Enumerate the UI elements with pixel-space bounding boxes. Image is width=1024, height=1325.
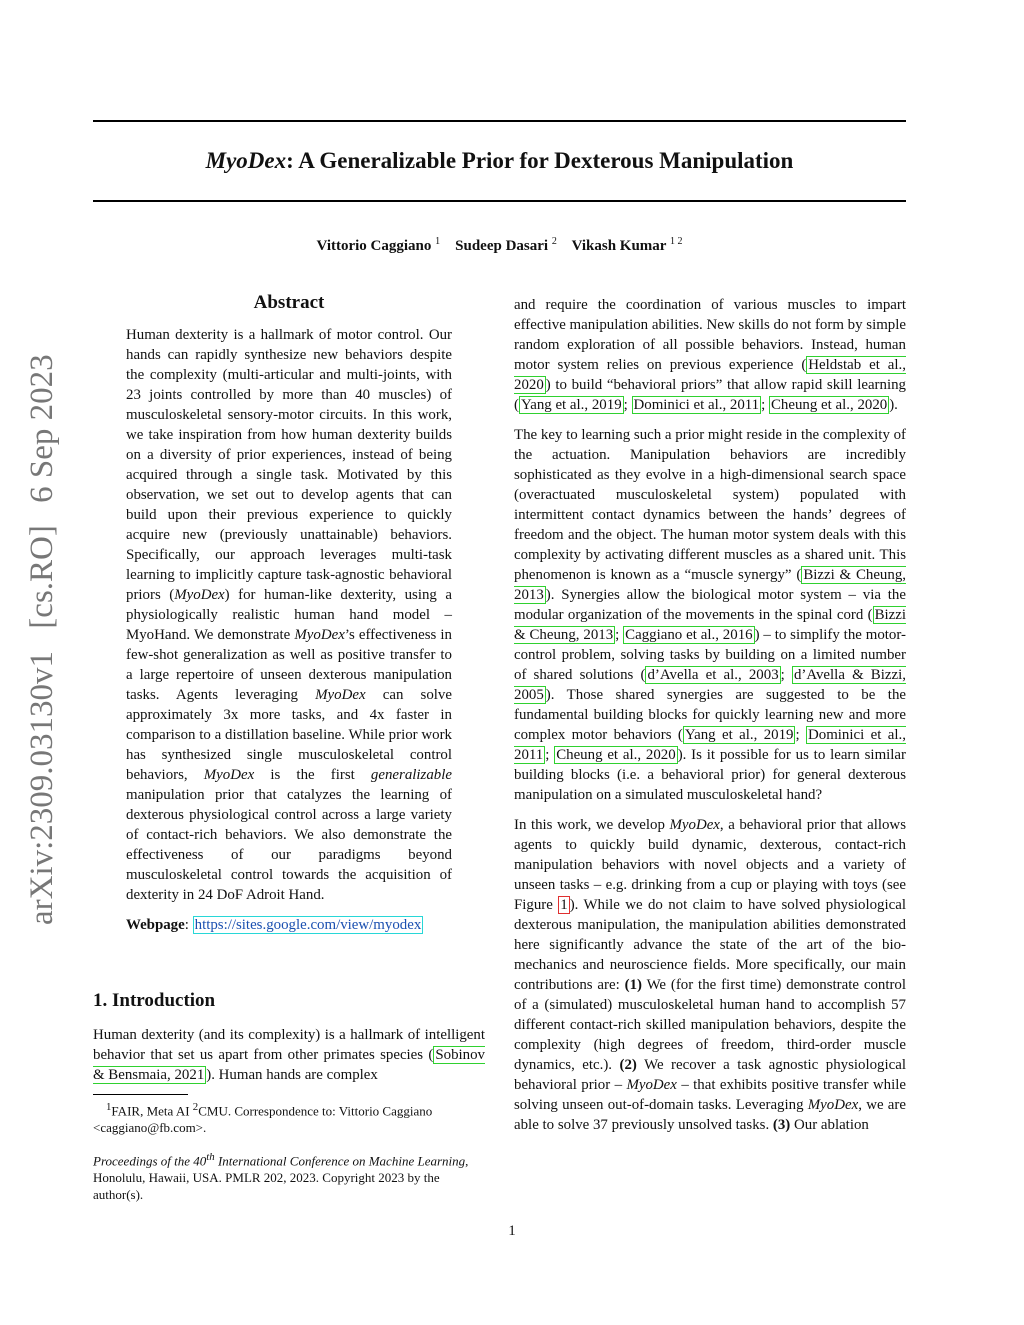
- footnote-text: , Honolulu, Hawaii, USA. PMLR 202, 2023. Copyright 2023 by the author(s).: [93, 1153, 469, 1203]
- citation-link[interactable]: Bizzi & Cheung, 2013: [514, 607, 906, 643]
- title-rest: : A Generalizable Prior for Dexterous Manipulation: [286, 148, 794, 173]
- citation-link[interactable]: Yang et al., 2019: [520, 397, 622, 413]
- citation-link[interactable]: Dominici et al., 2011: [633, 397, 760, 413]
- author-list: [93, 236, 906, 255]
- citation-link[interactable]: d’Avella et al., 2003: [647, 667, 779, 683]
- webpage-label: Webpage: [126, 917, 185, 933]
- citation-link[interactable]: Sobinov & Bensmaia, 2021: [93, 1047, 485, 1083]
- abstract-text: manipulation prior that catalyzes the learning of dexterous physiological control across a large variety of contact-rich behaviors. We also demonstrate the effectiveness of our paradigms beyond musculoskeletal control towards the acquisition of dexterity in 24 DoF Adroit Hand.: [126, 787, 452, 903]
- author-affiliation: 1: [435, 236, 441, 247]
- page-number: 1: [508, 1223, 516, 1239]
- generalizable-term: generalizable: [370, 767, 452, 783]
- abstract-body: [126, 325, 452, 945]
- figure-link[interactable]: 1: [560, 897, 568, 913]
- abstract-text: ) for human-like dexterity, using a physiologically realistic human hand model – MyoHand. We demonstrate: [126, 587, 453, 643]
- abstract-text: is the first: [254, 767, 371, 783]
- paragraph: The key to learning such a prior might reside in the complexity of the actuation. Manipulation behaviors are incredibly sophisticated as they evolve in a high-dimensional search space (overactuated musculoskeletal system) populated with intermittent contact dynamics between the hands’ degrees of freedom and the object. The human motor system deals with this complexity by activating different muscles as a shared unit. This phenomenon is known as a “muscle synergy” ( Bizzi & Cheung, 2013 ). Synergies allow the biological motor system – via the modular organization of the movements in the spinal cord ( Bizzi & Cheung, 2013 ; Caggiano et al., 2016 ) – to simplify the motor-control problem, solving tasks by building on a limited number of shared solutions ( d’Avella et al., 2003 ; d’Avella & Bizzi, 2005 ). Those shared synergies are suggested to be the fundamental building blocks for quickly learning new and more complex motor behaviors ( Yang et al., 2019 ; Dominici et al., 2011 ; Cheung et al., 2020 ). Is it possible for us to learn similar building blocks (i.e. a behavioral prior) for general dexterous manipulation on a simulated musculoskeletal hand?: [514, 427, 907, 803]
- footnote-text: International Conference on Machine Learning: [214, 1153, 466, 1169]
- webpage-line: Webpage: https://sites.google.com/view/myodex: [126, 917, 422, 933]
- citation-link[interactable]: Caggiano et al., 2016: [625, 627, 753, 643]
- title-myodex: MyoDex: [205, 148, 287, 173]
- intro-heading: 1. Introduction: [93, 990, 216, 1011]
- abstract-paragraph: [126, 325, 452, 905]
- affiliation-footnote: $^1$FAIR, Meta AI $^2$CMU. Correspondence to: Vittorio Caggiano <caggiano@fb.com>.: [93, 1101, 433, 1136]
- citation-link[interactable]: Yang et al., 2019: [684, 727, 794, 743]
- abstract-text: ’s effectiveness in few-shot generalization as well as positive transfer to a large repertoire of unseen dexterous manipulation tasks. Agents leveraging: [126, 627, 452, 703]
- paper-title: [93, 146, 906, 176]
- citation-link[interactable]: Heldstab et al., 2020: [514, 357, 907, 393]
- citation-link[interactable]: Cheung et al., 2020: [771, 397, 888, 413]
- intro-paragraph: [93, 1025, 485, 1085]
- footnote-text: th: [206, 1151, 215, 1163]
- right-column: [514, 295, 906, 1145]
- arxiv-category: [cs.RO]: [24, 525, 60, 629]
- proceedings-footnote: [93, 1149, 485, 1203]
- arxiv-id: arXiv:2309.03130v1: [24, 650, 60, 925]
- webpage-link[interactable]: https://sites.google.com/view/myodex: [194, 917, 422, 933]
- myodex-term: MyoDex: [669, 817, 720, 833]
- intro-text: Human dexterity (and its complexity) is a hallmark of intelligent behavior that set us apart from other primates species (: [93, 1027, 485, 1063]
- title-rule-top: [93, 120, 906, 122]
- myodex-term: MyoDex: [174, 587, 225, 603]
- paragraph: and require the coordination of various muscles to impart effective manipulation abilities. New skills do not form by simple random exploration of all possible behaviors. Instead, human motor system relies on previous experience ( Heldstab et al., 2020 ) to build “behavioral priors” that allow rapid skill learning ( Yang et al., 2019 ; Dominici et al., 2011 ; Cheung et al., 2020 ).: [514, 297, 907, 413]
- footnote-rule: [93, 1094, 188, 1095]
- citation-link[interactable]: Cheung et al., 2020: [556, 747, 676, 763]
- myodex-term: MyoDex: [203, 767, 255, 783]
- citation-link[interactable]: Bizzi & Cheung, 2013: [514, 567, 906, 603]
- myodex-term: MyoDex: [294, 627, 345, 643]
- footnote-text: FAIR, Meta AI: [111, 1103, 193, 1119]
- footnote-text: Proceedings of the: [93, 1153, 194, 1169]
- arxiv-date: 6 Sep 2023: [24, 354, 60, 503]
- intro-body: [93, 1025, 485, 1095]
- title-rule-bottom: [93, 200, 906, 202]
- citation-link[interactable]: d’Avella & Bizzi, 2005: [514, 667, 906, 703]
- myodex-term: MyoDex: [626, 1077, 677, 1093]
- intro-text: ). Human hands are complex: [206, 1067, 378, 1083]
- citation-link[interactable]: Dominici et al., 2011: [514, 727, 906, 763]
- author-affiliation: 2: [551, 236, 557, 247]
- paragraph: In this work, we develop MyoDex, a behavioral prior that allows agents to quickly build dynamic, dexterous, contact-rich manipulation behaviors with novel objects and a variety of unseen tasks – e.g. drinking from a cup or playing with toys (see Figure 1 ). While we do not claim to have solved physiological dexterous manipulation, the manipulation abilities demonstrated here significantly advance the state of the art of the bio-mechanics and neuroscience fields. More specifically, our main contributions are: (1) We (for the first time) demonstrate control of a (simulated) musculoskeletal human hand to accomplish 57 different contact-rich skilled manipulation behaviors, despite the complexity (high degrees of freedom, third-order muscle dynamics, etc.). (2) We recover a task agnostic physiological behavioral prior – MyoDex – that exhibits positive transfer while solving unseen out-of-domain tasks. Leveraging MyoDex, we are able to solve 37 previously unsolved tasks. (3) Our ablation: [514, 817, 907, 1133]
- footnote-text: CMU. Correspondence to: Vittorio Caggiano <caggiano@fb.com>.: [93, 1103, 433, 1136]
- author-affiliation: 1 2: [669, 236, 683, 247]
- abstract-heading: Abstract: [253, 292, 325, 313]
- myodex-term: MyoDex: [315, 687, 366, 703]
- abstract-text: Human dexterity is a hallmark of motor control. Our hands can rapidly synthesize new behaviors despite the complexity (multi-articular and multi-joints, with 23 joints controlled by more than 40 muscles) of musculoskeletal sensory-motor circuits. In this work, we take inspiration from how human dexterity builds on a diversity of prior experiences, instead of being acquired through a single task. Motivated by this observation, we set out to develop agents that can build upon their previous experience to quickly acquire new (previously unattainable) behaviors. Specifically, our approach leverages multi-task learning to implicitly capture task-agnostic behavioral priors (: [126, 327, 452, 603]
- author-name: Vikash Kumar: [571, 238, 667, 254]
- author-name: Sudeep Dasari: [455, 238, 549, 254]
- arxiv-sidebar: [22, 354, 62, 925]
- myodex-term: MyoDex: [807, 1097, 859, 1113]
- abstract-text: can solve approximately 3x more tasks, and 4x faster in comparison to a distillation baseline. While prior work has synthesized single musculoskeletal control behaviors,: [126, 687, 452, 783]
- footnote-number: 40: [193, 1153, 207, 1169]
- author-name: Vittorio Caggiano: [316, 238, 432, 254]
